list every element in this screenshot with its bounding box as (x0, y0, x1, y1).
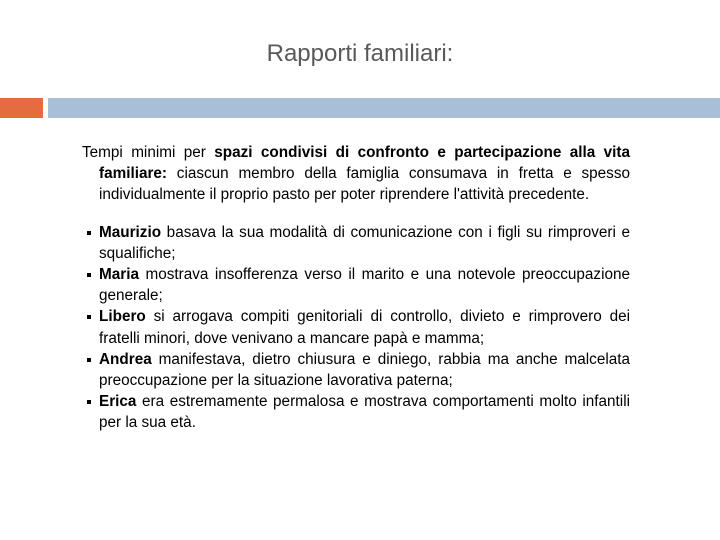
bullet-icon (87, 273, 91, 277)
member-name: Andrea (99, 350, 152, 368)
member-description: manifestava, dietro chiusura e diniego, rabbia ma anche malcelata preoccupazione per la situazione lavorativa paterna; (99, 350, 630, 390)
member-name: Libero (99, 308, 146, 326)
family-member-list (82, 222, 630, 434)
list-item (82, 391, 630, 433)
list-item (82, 306, 630, 348)
accent-bar-orange (0, 98, 43, 118)
slide-body (82, 142, 630, 434)
bullet-icon (87, 400, 91, 404)
member-description: basava la sua modalità di comunicazione con i figli su rimproveri e squalifiche; (99, 223, 630, 262)
bullet-icon (87, 315, 91, 319)
member-name: Maria (99, 266, 139, 284)
bullet-icon (87, 231, 91, 235)
list-item (82, 264, 630, 306)
slide-title: Rapporti familiari: (266, 40, 454, 67)
list-item (82, 222, 630, 264)
intro-paragraph (82, 142, 630, 206)
member-description: mostrava insofferenza verso il marito e una notevole preoccupazione generale; (99, 266, 630, 305)
member-description: era estremamente permalosa e mostrava comportamenti molto infantili per la sua età. (99, 393, 630, 432)
member-description: si arrogava compiti genitoriali di controllo, divieto e rimprovero dei fratelli minori, dove venivano a mancare papà e mamma; (99, 308, 630, 347)
member-name: Maurizio (99, 223, 162, 241)
intro-text-bold: spazi condivisi di confronto e partecipazione alla vita familiare: (99, 144, 630, 183)
accent-bar-blue (48, 98, 720, 118)
list-item (82, 349, 630, 391)
intro-text-pre: Tempi minimi per (82, 144, 215, 161)
bullet-icon (87, 358, 91, 362)
intro-text-post: ciascun membro della famiglia consumava in fretta e spesso individualmente il proprio pasto per poter riprendere l'attività precedente. (99, 165, 630, 204)
member-name: Erica (99, 393, 137, 411)
